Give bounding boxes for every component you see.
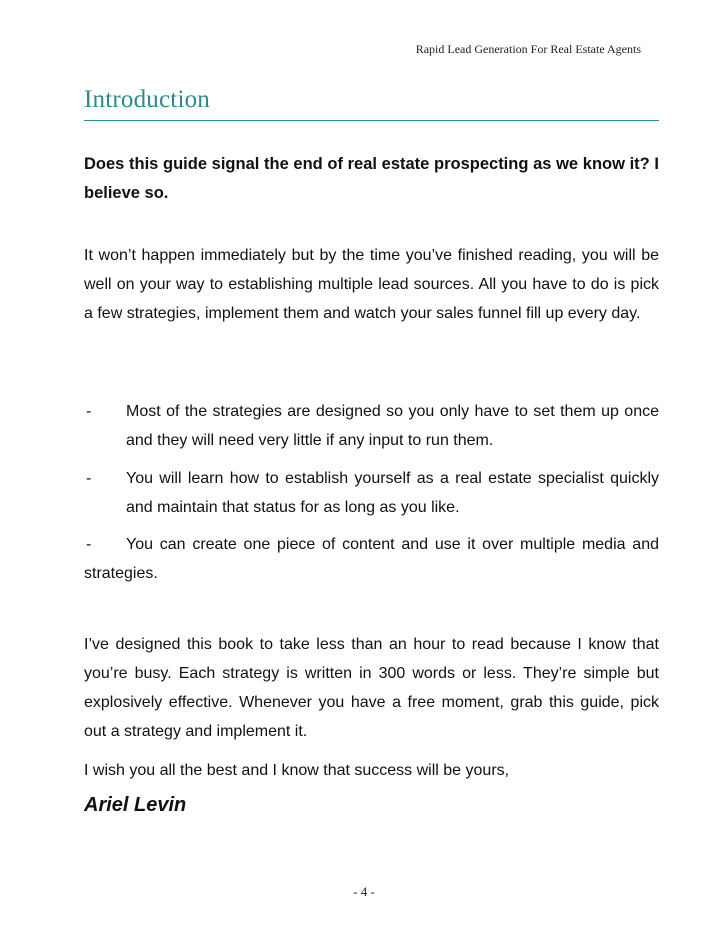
bullet-marker: -	[86, 536, 92, 553]
lead-paragraph: Does this guide signal the end of real estate prospecting as we know it? I believe so.	[84, 155, 659, 202]
bullet-text: You will learn how to establish yourself as a real estate specialist quickly and maintain that status for as long as you like.	[126, 470, 659, 516]
bullet-text: You can create one piece of content and use it over multiple media and strategies.	[84, 536, 659, 582]
bullet-item-1	[84, 397, 659, 455]
running-header: Rapid Lead Generation For Real Estate Agents	[415, 42, 641, 56]
paragraph-1: It won’t happen immediately but by the time you’ve finished reading, you will be well on your way to establishing multiple lead sources. All you have to do is pick a few strategies, implement them and watch your sales funnel fill up every day.	[84, 247, 659, 322]
bullet-marker: -	[86, 403, 92, 420]
paragraph-2: I’ve designed this book to take less than an hour to read because I know that you’re busy. Each strategy is written in 300 words or less. They’re simple but explosively effective. Whenever you have a free moment, grab this guide, pick out a strategy and implement it.	[84, 636, 659, 740]
bullet-item-2	[84, 464, 659, 522]
page-number: - 4 -	[353, 884, 375, 899]
paragraph-3: I wish you all the best and I know that success will be yours,	[84, 762, 510, 779]
author-signature: Ariel Levin	[84, 794, 187, 816]
bullet-text: Most of the strategies are designed so you only have to set them up once and they will need very little if any input to run them.	[126, 403, 659, 449]
bullet-item-3	[84, 530, 659, 588]
bullet-marker: -	[86, 470, 92, 487]
chapter-title: Introduction	[84, 86, 210, 113]
title-rule	[84, 120, 659, 121]
